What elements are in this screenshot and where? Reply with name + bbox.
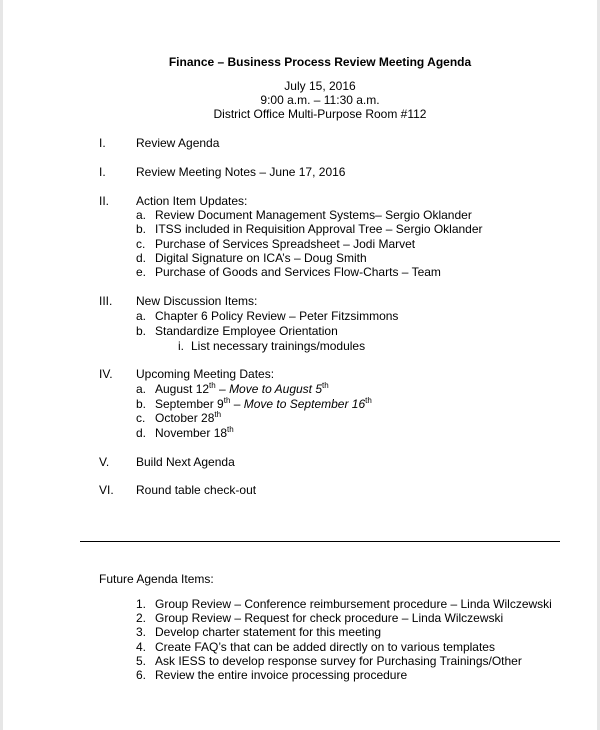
meeting-date: July 15, 2016 — [284, 79, 356, 93]
section-divider — [80, 541, 560, 542]
list-item: Chapter 6 Policy Review – Peter Fitzsimmons — [155, 309, 399, 323]
future-items-heading: Future Agenda Items: — [99, 572, 214, 586]
item-number: 1. — [136, 597, 147, 611]
move-ordinal: th — [322, 381, 329, 390]
item-letter: b. — [136, 397, 147, 411]
item-letter: c. — [136, 411, 146, 425]
list-item: Ask IESS to develop response survey for Purchasing Trainings/Other — [155, 654, 522, 668]
date-text: September 9 — [155, 397, 224, 411]
section-heading: Review Meeting Notes – June 17, 2016 — [136, 165, 346, 179]
date-text: November 18 — [155, 426, 228, 440]
meeting-date-item — [155, 382, 329, 396]
list-item: Group Review – Request for check procedure – Linda Wilczewski — [155, 611, 504, 625]
meeting-date-item — [155, 426, 234, 440]
section-heading: Build Next Agenda — [136, 455, 235, 469]
list-item: Review Document Management Systems– Sergio Oklander — [155, 208, 472, 222]
section-number: II. — [99, 194, 110, 208]
move-ordinal: th — [365, 396, 372, 405]
date-text: August 12 — [155, 382, 210, 396]
section-number: I. — [99, 165, 106, 179]
item-letter: e. — [136, 265, 147, 279]
list-item: Purchase of Goods and Services Flow-Charts – Team — [155, 265, 441, 279]
item-letter: a. — [136, 309, 147, 323]
item-letter: b. — [136, 222, 147, 236]
section-number: IV. — [99, 367, 113, 381]
list-item: Purchase of Services Spreadsheet – Jodi Marvet — [155, 237, 416, 251]
date-ordinal: th — [227, 425, 234, 434]
date-separator: – — [230, 397, 244, 411]
date-text: October 28 — [155, 411, 215, 425]
date-ordinal: th — [223, 396, 231, 405]
move-note: Move to August 5 — [229, 382, 323, 396]
section-number: VI. — [99, 483, 114, 497]
item-letter: c. — [136, 237, 146, 251]
date-ordinal: th — [214, 410, 222, 419]
item-number: 3. — [136, 625, 147, 639]
section-heading: New Discussion Items: — [136, 294, 258, 308]
section-heading: Upcoming Meeting Dates: — [136, 367, 275, 381]
section-number: V. — [99, 455, 110, 469]
move-note: Move to September 16 — [243, 397, 366, 411]
meeting-location: District Office Multi-Purpose Room #112 — [213, 107, 427, 121]
meeting-date-item — [155, 411, 221, 425]
section-number: III. — [99, 294, 113, 308]
item-letter: a. — [136, 208, 147, 222]
date-separator: – — [215, 382, 230, 396]
item-letter: d. — [136, 426, 147, 440]
document-title: Finance – Business Process Review Meeting Agenda — [168, 55, 472, 69]
item-letter: b. — [136, 324, 147, 338]
item-number: 6. — [136, 668, 147, 682]
section-heading: Action Item Updates: — [136, 194, 248, 208]
meeting-date-item — [155, 397, 372, 411]
list-item: Standardize Employee Orientation — [155, 324, 338, 338]
list-item: Digital Signature on ICA’s – Doug Smith — [155, 251, 367, 265]
item-number: 2. — [136, 611, 147, 625]
sub-list-item: List necessary trainings/modules — [191, 339, 366, 353]
item-letter: a. — [136, 382, 147, 396]
list-item: Review the entire invoice processing procedure — [155, 668, 408, 682]
section-heading: Round table check-out — [136, 483, 257, 497]
item-number: 5. — [136, 654, 147, 668]
section-heading: Review Agenda — [136, 136, 220, 150]
meeting-time: 9:00 a.m. – 11:30 a.m. — [260, 93, 380, 107]
subitem-roman: i. — [178, 339, 184, 353]
list-item: Group Review – Conference reimbursement procedure – Linda Wilczewski — [155, 597, 552, 611]
item-letter: d. — [136, 251, 147, 265]
date-ordinal: th — [209, 381, 216, 390]
section-number: I. — [99, 136, 106, 150]
list-item: ITSS included in Requisition Approval Tree – Sergio Oklander — [155, 222, 483, 236]
item-number: 4. — [136, 640, 147, 654]
list-item: Create FAQ’s that can be added directly on to various templates — [155, 640, 495, 654]
list-item: Develop charter statement for this meeting — [155, 625, 382, 639]
